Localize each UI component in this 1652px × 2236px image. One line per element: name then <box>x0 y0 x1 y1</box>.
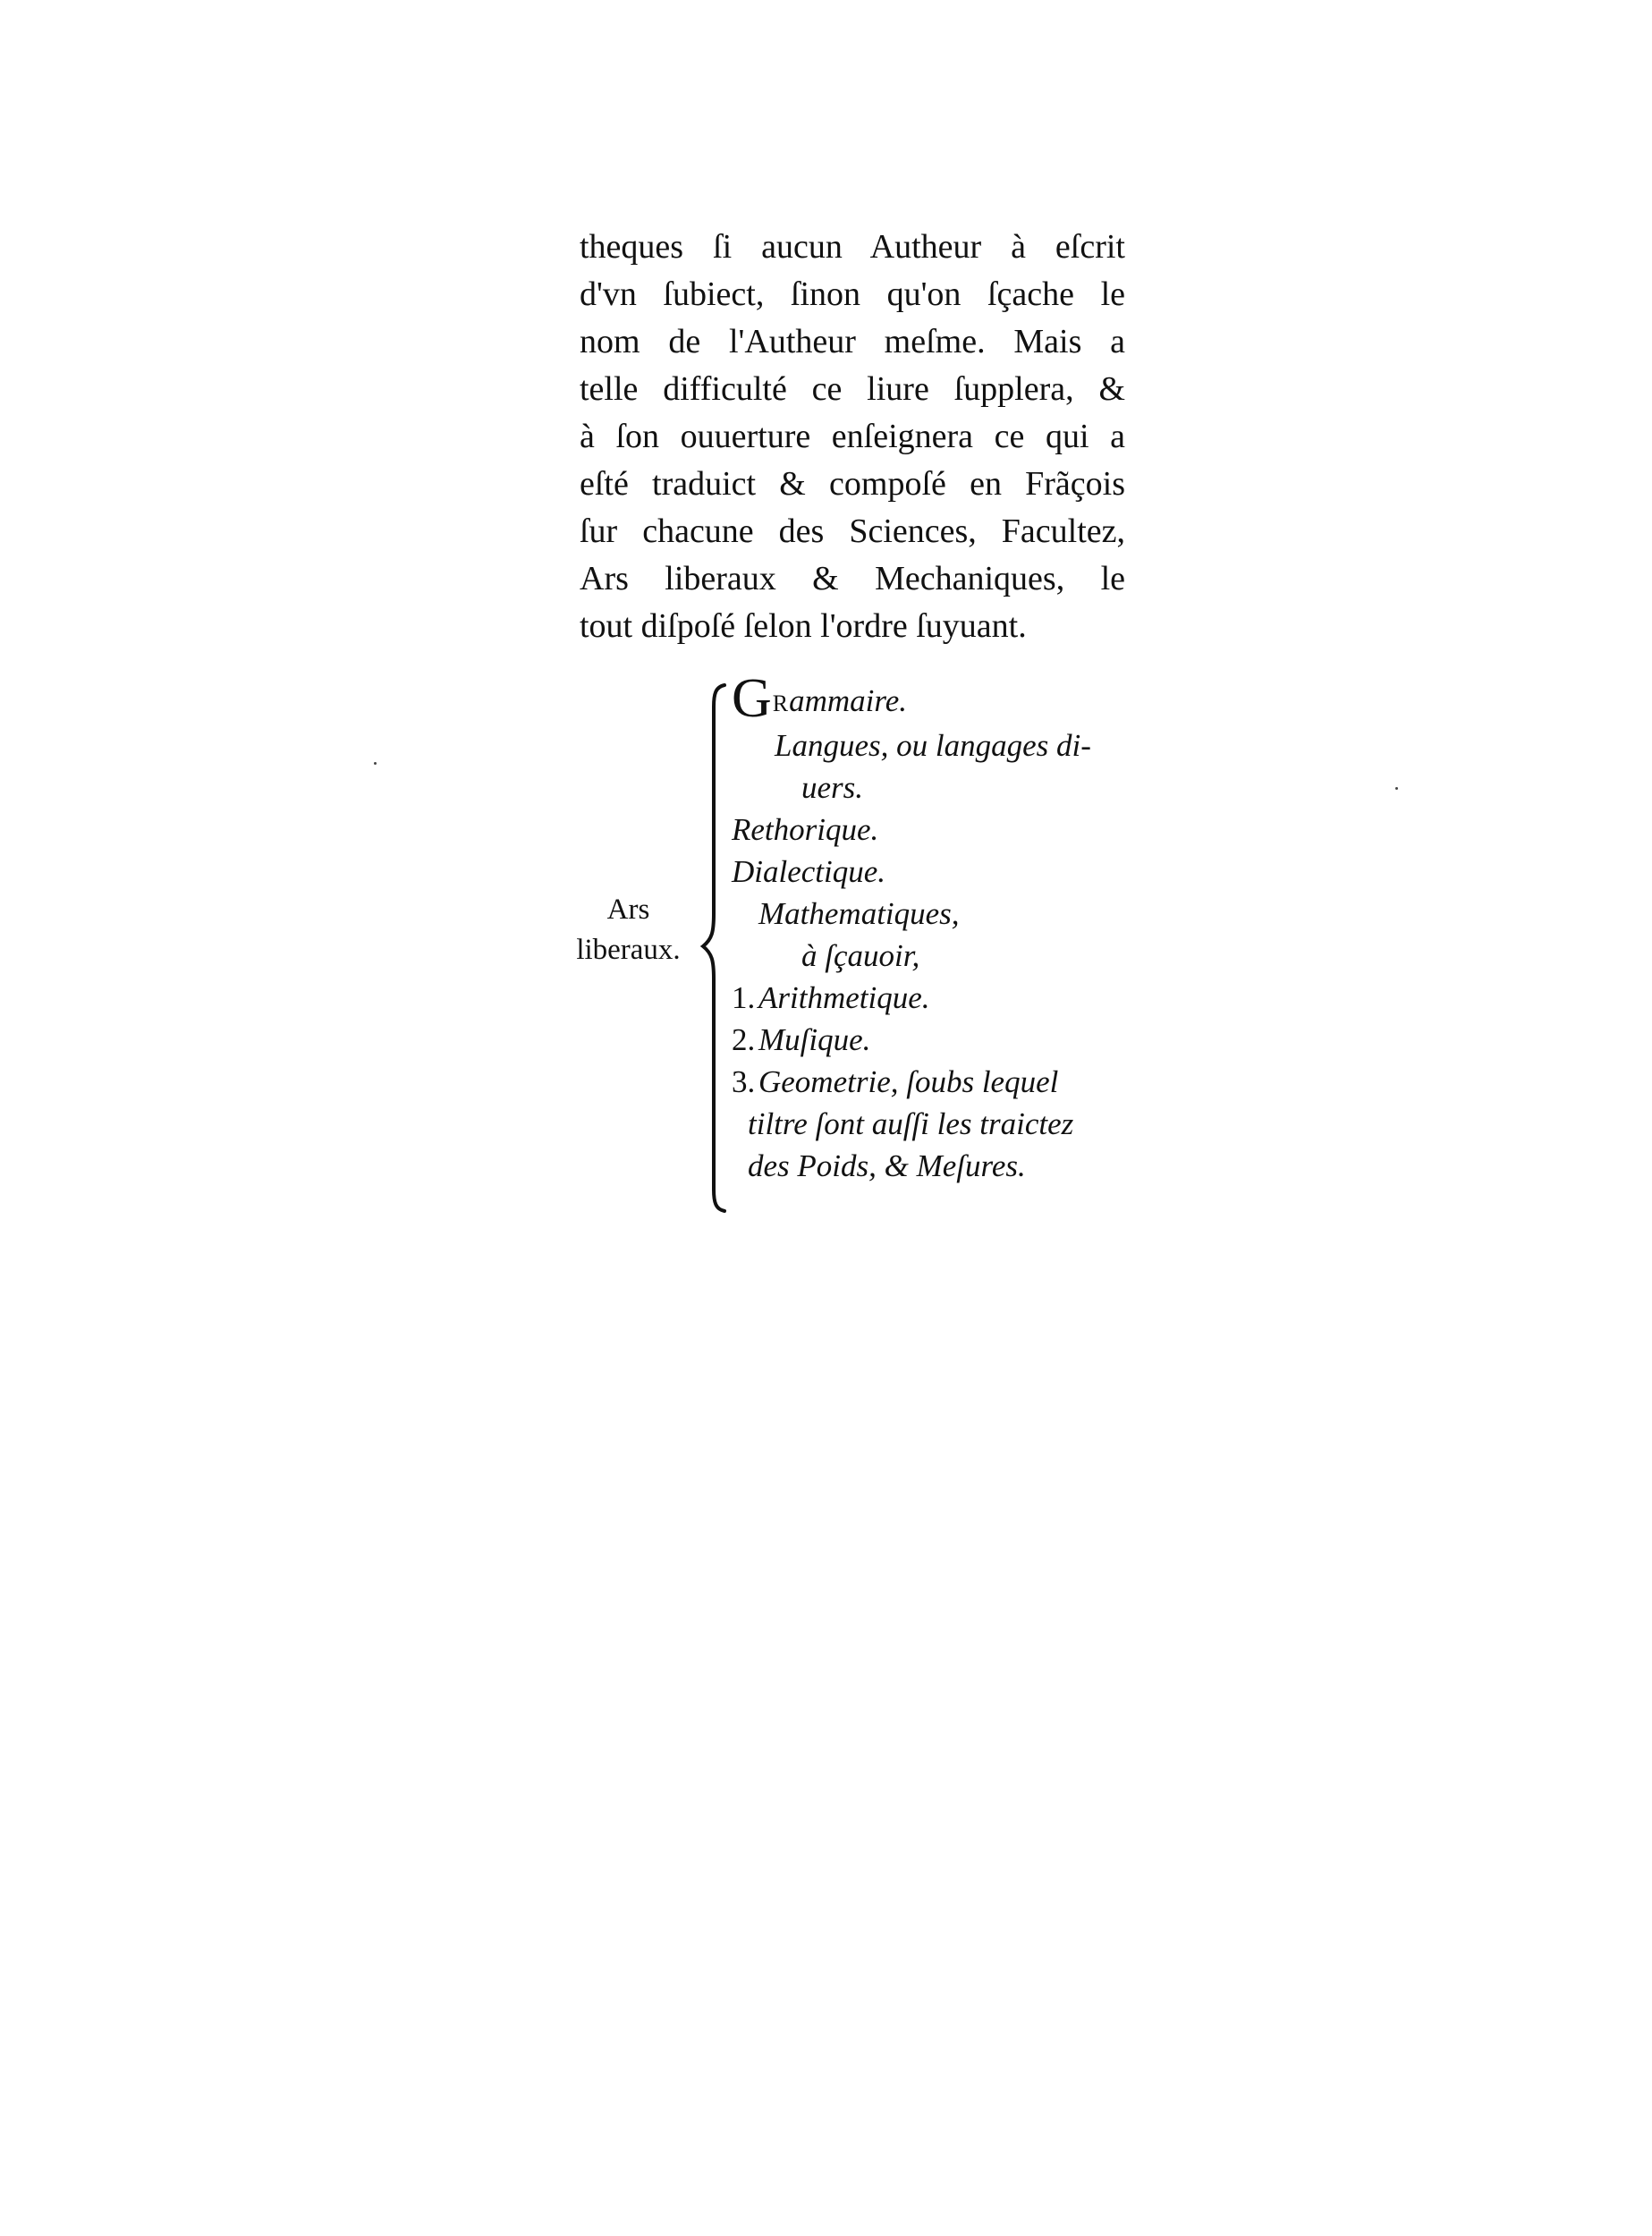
body-line: ſur chacune des Sciences, Facultez, <box>580 512 1125 550</box>
outline-label-line: liberaux. <box>576 934 681 966</box>
outline-item-grammaire <box>732 668 1179 729</box>
paper-speck <box>1395 787 1398 790</box>
outline-label <box>555 890 702 970</box>
body-line: eſté traduict & compoſé en Frãçois <box>580 465 1125 503</box>
item-number: 2. <box>732 1022 756 1057</box>
body-line: theques ſi aucun Autheur à eſcrit <box>580 228 1125 266</box>
outline-item-text: Muſique. <box>758 1022 871 1057</box>
outline-continuation: des Poids, & Meſures. <box>748 1148 1026 1183</box>
small-caps-run: R <box>772 690 790 716</box>
body-line: d'vn ſubiect, ſinon qu'on ſçache le <box>580 275 1125 313</box>
body-line: Ars liberaux & Mechaniques, le <box>580 560 1125 597</box>
outline-item-text: Arithmetique. <box>758 980 930 1015</box>
outline-item-text: Geometrie, ſoubs lequel <box>758 1064 1059 1099</box>
body-line: nom de l'Autheur meſme. Mais a <box>580 323 1125 360</box>
body-line: tout diſpoſé ſelon l'ordre ſuyuant. <box>580 607 1027 645</box>
item-number: 1. <box>732 980 756 1015</box>
paper-speck <box>374 762 377 765</box>
outline-item: Dialectique. <box>732 854 886 889</box>
outline-continuation: tiltre ſont auſſi les traictez <box>748 1106 1074 1141</box>
outline-item-text: ammaire. <box>789 683 908 718</box>
outline-numbered-item <box>732 1019 1179 1061</box>
item-number: 3. <box>732 1064 756 1099</box>
outline-item: à ſçauoir, <box>801 938 920 973</box>
body-line: à ſon ouuerture enſeignera ce qui a <box>580 418 1125 455</box>
outline-numbered-item <box>732 1061 1179 1103</box>
outline-item: Mathematiques, <box>758 896 960 931</box>
body-paragraph <box>580 224 1125 650</box>
body-line: telle difficulté ce liure ſupplera, & <box>580 370 1125 408</box>
outline-numbered-item <box>732 977 1179 1019</box>
outline-item: Langues, ou langages di- <box>775 728 1091 763</box>
outline-item: Rethorique. <box>732 812 879 847</box>
outline-list <box>732 668 1179 1187</box>
outline-item: uers. <box>801 770 864 805</box>
drop-cap: G <box>732 668 772 729</box>
outline-label-line: Ars <box>606 894 650 926</box>
curly-brace-icon <box>698 680 733 1216</box>
